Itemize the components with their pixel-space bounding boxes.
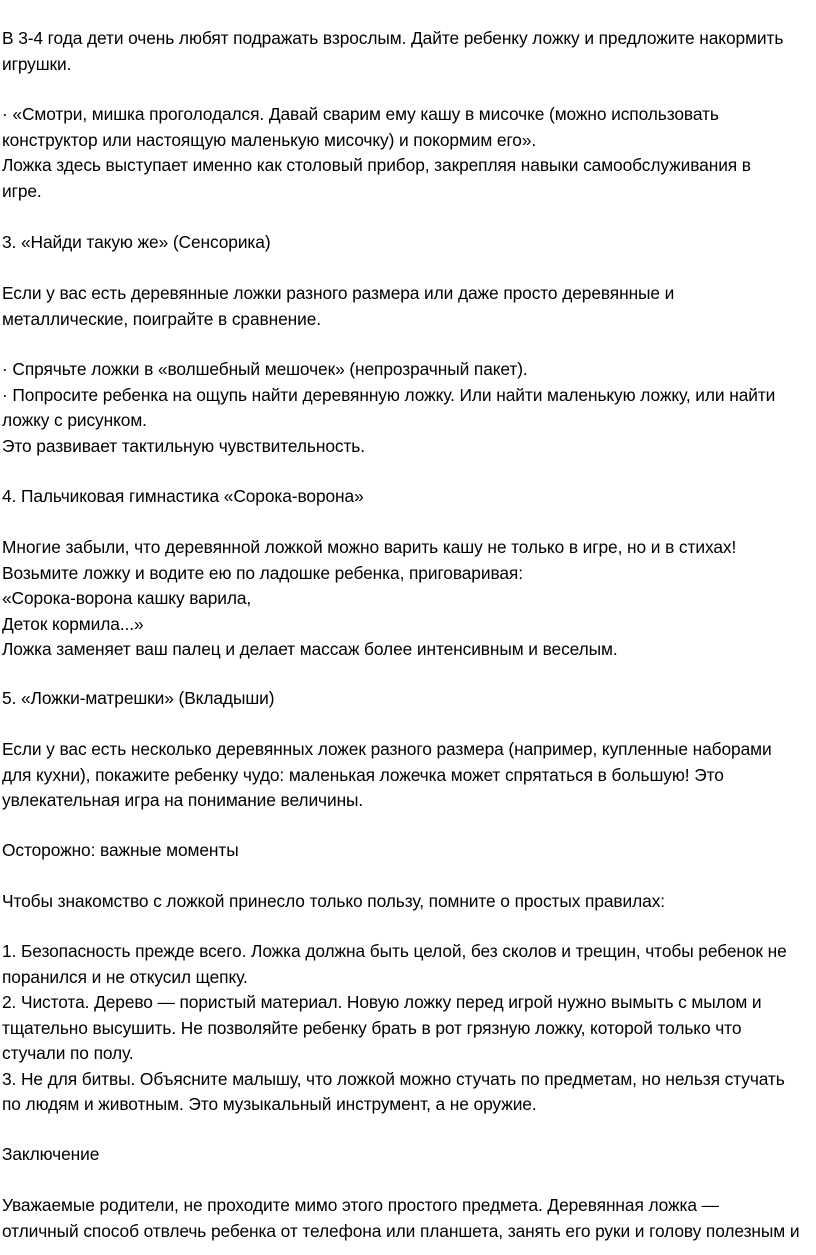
caution-intro bbox=[2, 889, 816, 915]
text-line: поранился и не откусил щепку. bbox=[2, 966, 248, 987]
game-3-intro bbox=[2, 281, 816, 332]
section-heading: Осторожно: важные моменты bbox=[2, 840, 239, 860]
game-4-text bbox=[2, 535, 816, 663]
section-heading: 3. «Найди такую же» (Сенсорика) bbox=[2, 232, 271, 252]
text-line: Чтобы знакомство с ложкой принесло только пользу, помните о простых правилах: bbox=[2, 891, 666, 911]
text-line: Если у вас есть несколько деревянных ложек разного размера (например, купленные наборами bbox=[2, 739, 772, 759]
caution-rules bbox=[2, 939, 816, 1118]
section-heading: 5. «Ложки-матрешки» (Вкладыши) bbox=[2, 688, 275, 708]
text-line: Если у вас есть деревянные ложки разного размера или даже просто деревянные и bbox=[2, 283, 675, 303]
text-line: Возьмите ложку и водите ею по ладошке ребенка, приговаривая: bbox=[2, 562, 523, 583]
game-3-steps bbox=[2, 357, 816, 459]
section-heading: Заключение bbox=[2, 1144, 100, 1164]
text-line: Уважаемые родители, не проходите мимо этого простого предмета. Деревянная ложка — bbox=[2, 1195, 719, 1215]
text-line: Это развивает тактильную чувствительность. bbox=[2, 435, 365, 456]
text-line: игре. bbox=[2, 180, 42, 201]
text-line: 1. Безопасность прежде всего. Ложка должна быть целой, без сколов и трещин, чтобы ребенок не bbox=[2, 941, 787, 961]
text-line: «Сорока-ворона кашку варила, bbox=[2, 588, 252, 608]
text-line: отличный способ отвлечь ребенка от телефона или планшета, занять его руки и голову полезным и bbox=[2, 1220, 800, 1241]
text-line: Ложка здесь выступает именно как столовый прибор, закрепляя навыки самообслуживания в bbox=[2, 155, 751, 175]
text-line: по людям и животным. Это музыкальный инструмент, а не оружие. bbox=[2, 1094, 537, 1114]
text-line: металлические, поиграйте в сравнение. bbox=[2, 308, 322, 329]
heading-game-4 bbox=[2, 484, 816, 510]
text-line: 2. Чистота. Дерево — пористый материал. Новую ложку перед игрой нужно вымыть с мылом и bbox=[2, 992, 762, 1012]
text-line: · Спрячьте ложки в «волшебный мешочек» (непрозрачный пакет). bbox=[2, 359, 528, 379]
text-line: конструктор или настоящую маленькую мисочку) и покормим его». bbox=[2, 129, 537, 150]
text-line: тщательно высушить. Не позволяйте ребенку брать в рот грязную ложку, которой только что bbox=[2, 1017, 742, 1038]
heading-conclusion bbox=[2, 1142, 816, 1168]
heading-caution bbox=[2, 838, 816, 864]
text-line: В 3-4 года дети очень любят подражать взрослым. Дайте ребенку ложку и предложите накормить bbox=[2, 28, 784, 48]
text-line: увлекательная игра на понимание величины. bbox=[2, 790, 364, 810]
intro-paragraph bbox=[2, 26, 816, 77]
heading-game-3 bbox=[2, 230, 816, 256]
heading-game-5 bbox=[2, 686, 816, 712]
game-5-text bbox=[2, 737, 816, 814]
text-line: для кухни), покажите ребенку чудо: маленькая ложечка может спрятаться в большую! Это bbox=[2, 764, 724, 785]
text-line: · «Смотри, мишка проголодался. Давай сварим ему кашу в мисочке (можно использовать bbox=[2, 104, 719, 124]
text-line: игрушки. bbox=[2, 53, 72, 74]
text-line: ложку с рисунком. bbox=[2, 410, 147, 430]
text-line: · Попросите ребенка на ощупь найти деревянную ложку. Или найти маленькую ложку, или найти bbox=[2, 384, 776, 405]
text-line: 3. Не для битвы. Объясните малышу, что ложкой можно стучать по предметам, но нельзя стучать bbox=[2, 1068, 785, 1089]
example-paragraph bbox=[2, 102, 816, 204]
text-line: стучали по полу. bbox=[2, 1043, 134, 1063]
text-line: Ложка заменяет ваш палец и делает массаж более интенсивным и веселым. bbox=[2, 639, 618, 659]
text-line: Многие забыли, что деревянной ложкой можно варить кашу не только в игре, но и в стихах! bbox=[2, 537, 737, 557]
section-heading: 4. Пальчиковая гимнастика «Сорока-ворона» bbox=[2, 486, 364, 506]
conclusion-text bbox=[2, 1193, 816, 1244]
text-line: Деток кормила...» bbox=[2, 613, 144, 634]
